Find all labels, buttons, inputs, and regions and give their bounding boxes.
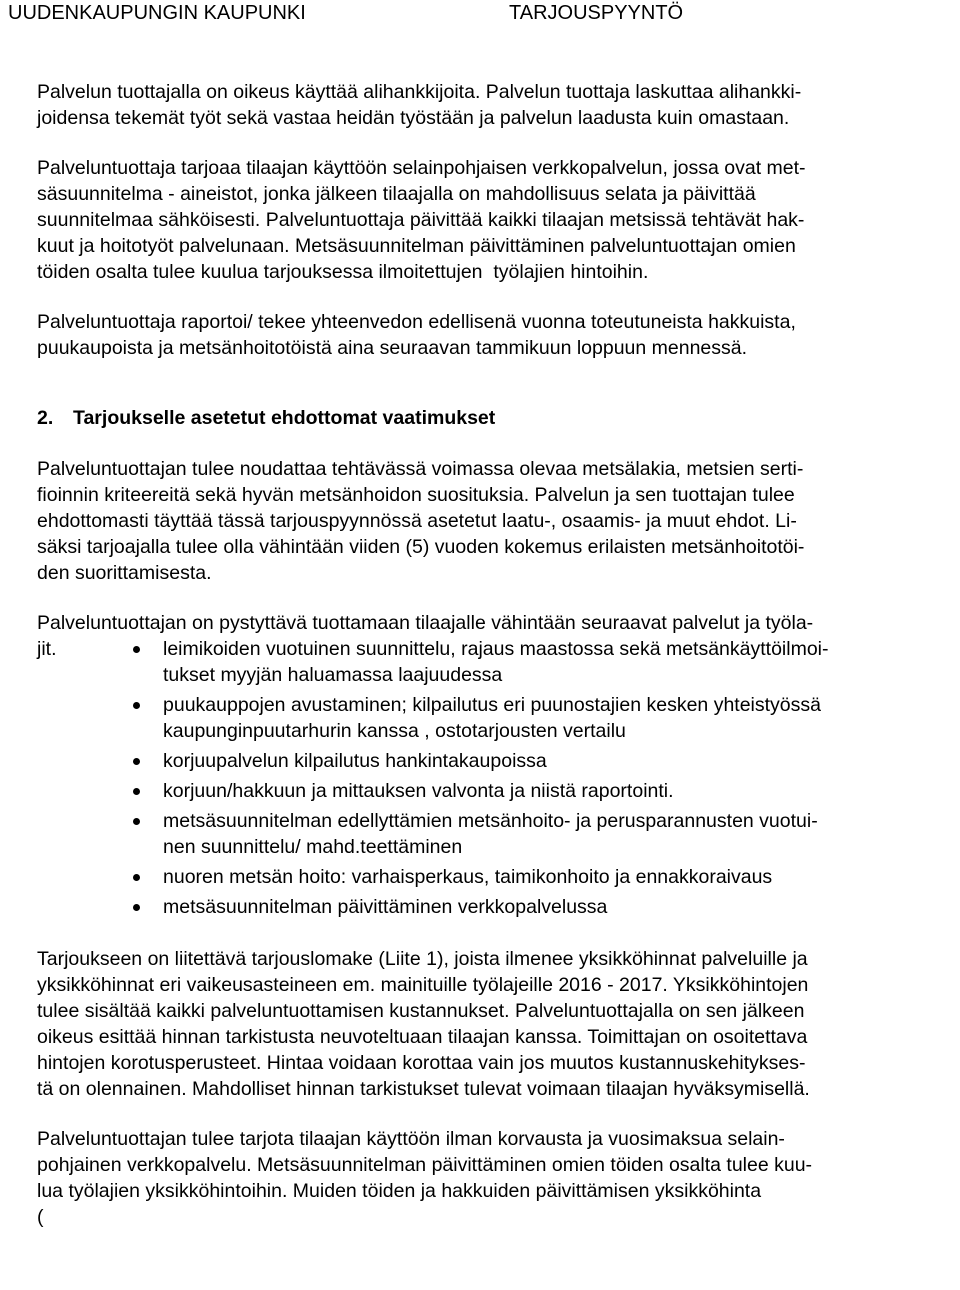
text-line: suunnitelmaa sähköisesti. Palveluntuottaja päivittää kaikki tilaajan metsissä tehtävät hak- — [37, 209, 805, 231]
list-item — [37, 636, 957, 688]
paragraph-pricing — [37, 946, 957, 1102]
bullet-icon — [133, 702, 140, 709]
paragraph-reporting — [37, 309, 957, 361]
text-line: puukaupoista ja metsänhoitotöistä aina seuraavan tammikuun loppuun mennessä. — [37, 337, 748, 359]
page-header — [0, 0, 960, 34]
organization-name: UUDENKAUPUNGIN KAUPUNKI — [8, 2, 306, 24]
list-item — [37, 864, 957, 890]
text-line: nen suunnittelu/ mahd.teettäminen — [163, 836, 463, 858]
text-line: Palvelun tuottajalla on oikeus käyttää alihankkijoita. Palvelun tuottaja laskuttaa alihankki- — [37, 81, 802, 103]
text-line: joidensa tekemät työt sekä vastaa heidän työstään ja palvelun laadusta kuin omastaan. — [37, 107, 790, 129]
text-line: nuoren metsän hoito: varhaisperkaus, taimikonhoito ja ennakkoraivaus — [163, 866, 773, 888]
text-line: pohjainen verkkopalvelu. Metsäsuunnitelman päivittäminen omien töiden osalta tulee kuu- — [37, 1154, 813, 1176]
paragraph-subcontractors — [37, 79, 957, 131]
text-line: tukset myyjän haluamassa laajuudessa — [163, 664, 503, 686]
text-line: metsäsuunnitelman edellyttämien metsänhoito- ja perusparannusten vuotui- — [163, 810, 818, 832]
bullet-icon — [133, 758, 140, 765]
text-line: korjuupalvelun kilpailutus hankintakaupoissa — [163, 750, 547, 772]
bullet-icon — [133, 788, 140, 795]
section-heading — [37, 405, 957, 431]
text-line: Tarjoukseen on liitettävä tarjouslomake (Liite 1), joista ilmenee yksikköhinnat palveluille ja — [37, 948, 808, 970]
text-line: tulee sisältää kaikki palveluntuottamisen kustannukset. Palveluntuottajalla on sen jälkeen — [37, 1000, 805, 1022]
text-line: töiden osalta tulee kuulua tarjouksessa ilmoitettujen työlajien hintoihin. — [37, 261, 649, 283]
text-line: korjuun/hakkuun ja mittauksen valvonta ja niistä raportointi. — [163, 780, 674, 802]
text-line: oikeus esittää hinnan tarkistusta neuvoteltuaan tilaajan kanssa. Toimittajan on osoitettava — [37, 1026, 808, 1048]
text-line: hintojen korotusperusteet. Hintaa voidaan korottaa vain jos muutos kustannuskehitykses- — [37, 1052, 806, 1074]
text-line: kaupunginpuutarhurin kanssa , ostotarjousten vertailu — [163, 720, 626, 742]
list-item — [37, 692, 957, 744]
list-item — [37, 894, 957, 920]
text-line: lua työlajien yksikköhintoihin. Muiden töiden ja hakkuiden päivittämisen yksikköhinta — [37, 1180, 762, 1202]
list-item — [37, 748, 957, 774]
text-line: säksi tarjoajalla tulee olla vähintään viiden (5) vuoden kokemus erilaisten metsänhoitotöi- — [37, 536, 805, 558]
text-line: yksikköhinnat eri vaikeusasteineen em. mainituille työlajeille 2016 - 2017. Yksikköhintojen — [37, 974, 809, 996]
document-type: TARJOUSPYYNTÖ — [509, 2, 684, 24]
paragraph-web-service-cost — [37, 1126, 957, 1230]
text-line: jit. — [37, 638, 57, 660]
text-line: Palveluntuottajan tulee tarjota tilaajan käyttöön ilman korvausta ja vuosimaksua selain- — [37, 1128, 785, 1150]
paragraph-web-service — [37, 155, 957, 285]
text-line: Palveluntuottaja raportoi/ tekee yhteenvedon edellisenä vuonna toteutuneista hakkuista, — [37, 311, 796, 333]
bullet-icon — [133, 904, 140, 911]
section-title: Tarjoukselle asetetut ehdottomat vaatimukset — [73, 407, 496, 429]
text-line: fioinnin kriteereitä sekä hyvän metsänhoidon suosituksia. Palvelun ja sen tuottajan tulee — [37, 484, 795, 506]
text-line: tä on olennainen. Mahdolliset hinnan tarkistukset tulevat voimaan tilaajan hyväksymisellä. — [37, 1078, 810, 1100]
text-line: metsäsuunnitelman päivittäminen verkkopalvelussa — [163, 896, 608, 918]
section-number: 2. — [37, 407, 54, 429]
services-list — [37, 636, 957, 920]
text-line: puukauppojen avustaminen; kilpailutus eri puunostajien kesken yhteistyössä — [163, 694, 821, 716]
paragraph-requirements — [37, 456, 957, 586]
list-item — [37, 808, 957, 860]
text-line: leimikoiden vuotuinen suunnittelu, rajaus maastossa sekä metsänkäyttöilmoi- — [163, 638, 829, 660]
text-line: ( — [37, 1206, 44, 1228]
text-line: den suorittamisesta. — [37, 562, 212, 584]
bullet-icon — [133, 874, 140, 881]
text-line: Palveluntuottajan on pystyttävä tuottamaan tilaajalle vähintään seuraavat palvelut ja työla- — [37, 612, 814, 634]
text-line: ehdottomasti täyttää tässä tarjouspyynnössä asetetut laatu-, osaamis- ja muut ehdot. Li- — [37, 510, 797, 532]
text-line: kuut ja hoitotyöt palvelunaan. Metsäsuunnitelman päivittäminen palveluntuottajan omien — [37, 235, 796, 257]
document-body — [37, 79, 957, 1230]
bullet-icon — [133, 646, 140, 653]
text-line: Palveluntuottajan tulee noudattaa tehtävässä voimassa olevaa metsälakia, metsien serti- — [37, 458, 804, 480]
text-line: säsuunnitelma - aineistot, jonka jälkeen tilaajalla on mahdollisuus selata ja päivittää — [37, 183, 756, 205]
bullet-icon — [133, 818, 140, 825]
text-line: Palveluntuottaja tarjoaa tilaajan käyttöön selainpohjaisen verkkopalvelun, jossa ovat met- — [37, 157, 806, 179]
list-item — [37, 778, 957, 804]
